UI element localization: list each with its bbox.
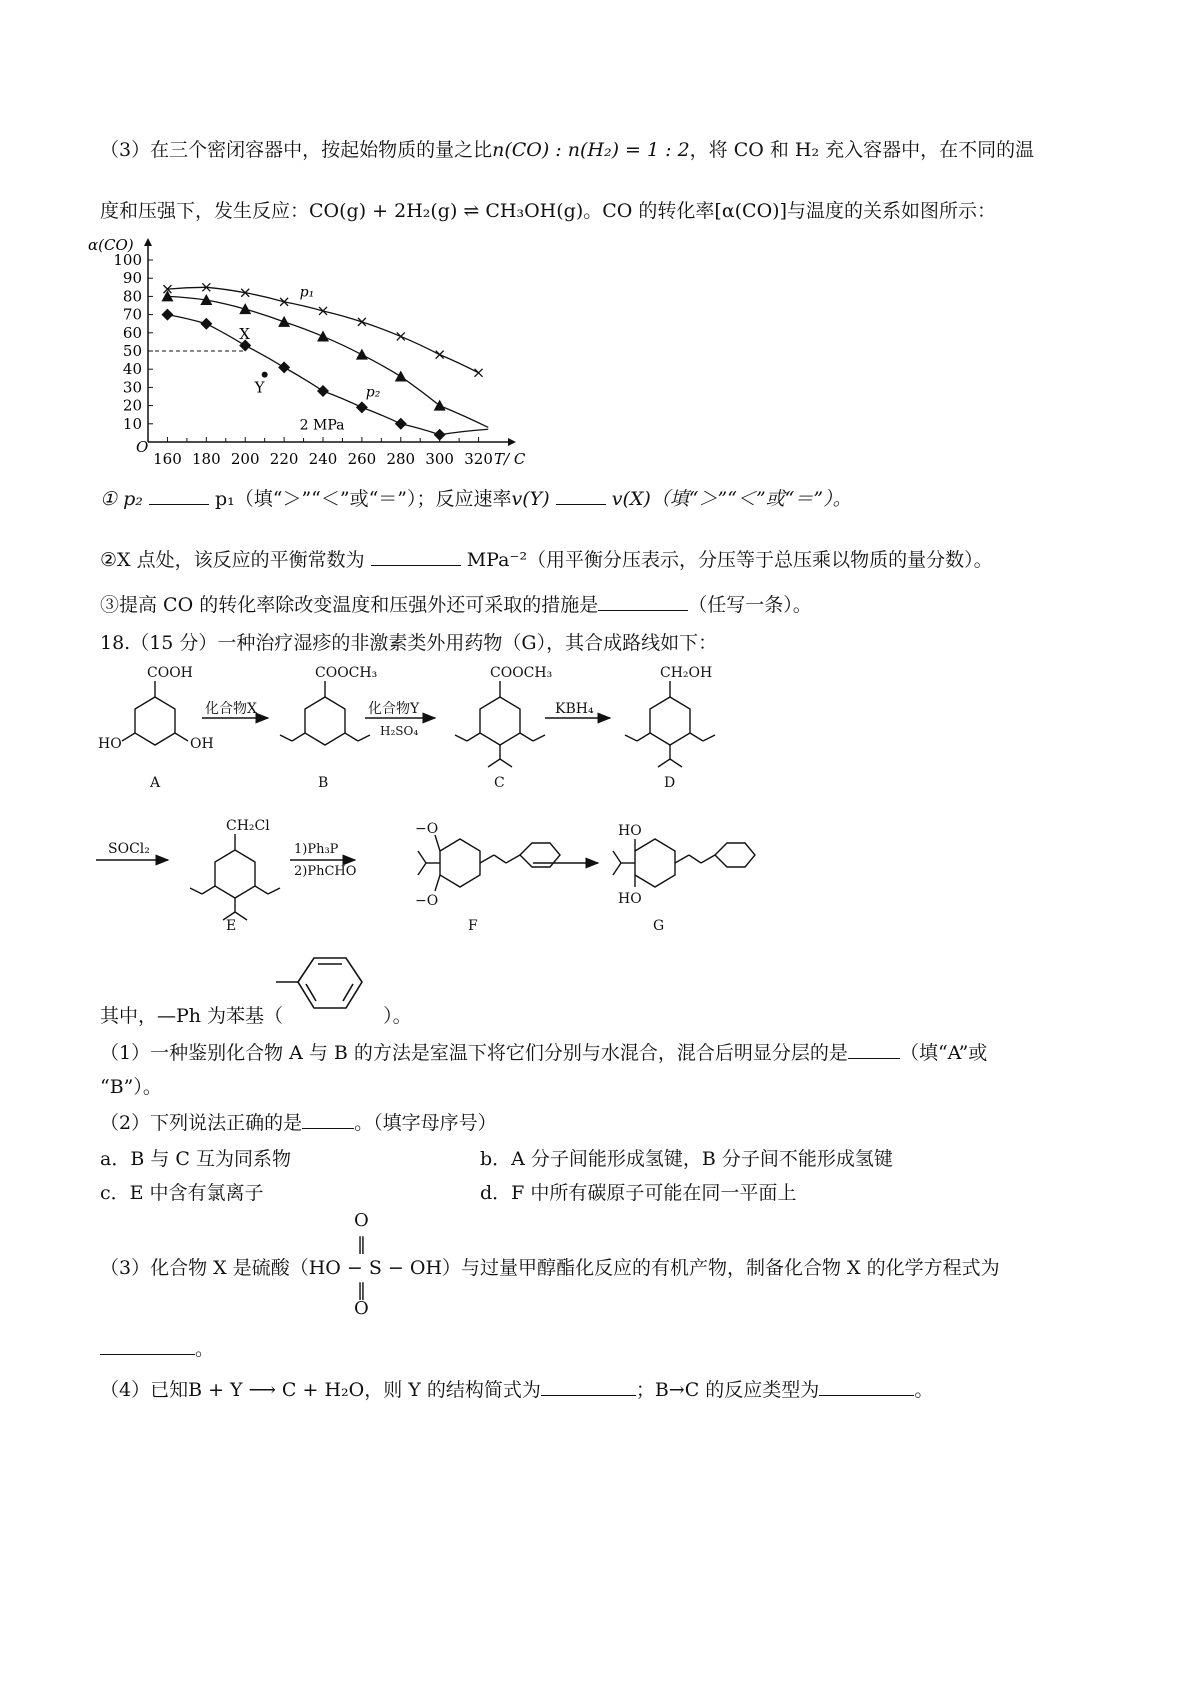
q3-sub1: ① p₂ p₁（填“＞”“＜”或“＝”）；反应速率v(Y) v(X)（填“＞”“＜”或“＝”）。 [100, 488, 852, 510]
x-tick-label: 300 [425, 450, 454, 468]
marker-diamond [200, 318, 212, 330]
point-x-label: X [239, 325, 250, 343]
double-bond-bottom: ‖ [357, 1280, 366, 1301]
q18-p1: （1）一种鉴别化合物 A 与 B 的方法是室温下将它们分别与水混合，混合后明显分层的是 （填“A”或 [100, 1042, 988, 1064]
svg-text:2)PhCHO: 2)PhCHO [294, 864, 357, 879]
marker-diamond [395, 418, 407, 430]
synthesis-route [90, 655, 1110, 955]
svg-text:HO: HO [618, 823, 642, 839]
ring-a [135, 697, 175, 745]
q18-p1-cont: “B”）。 [100, 1076, 162, 1098]
answer-blank-2[interactable] [556, 486, 606, 505]
marker-triangle [161, 290, 173, 301]
marker-triangle [395, 370, 407, 381]
answer-blank-9[interactable] [819, 1377, 914, 1396]
q3-sub3: ③提高 CO 的转化率除改变温度和压强外还可采取的措施是 （任写一条）。 [100, 594, 812, 616]
marker-diamond [356, 401, 368, 413]
label-e: E [226, 918, 237, 934]
marker-triangle [239, 303, 251, 314]
x-tick-label: 160 [153, 450, 182, 468]
option-b[interactable]: b．A 分子间能形成氢键，B 分子间不能形成氢键 [480, 1148, 893, 1170]
series-line-0 [167, 287, 478, 373]
y-tick-label: 70 [122, 305, 142, 324]
svg-text:OH: OH [190, 736, 214, 752]
answer-blank-4[interactable] [598, 592, 688, 611]
point-y-dot [262, 372, 268, 378]
y-tick-label: 20 [122, 396, 142, 415]
svg-text:COOCH₃: COOCH₃ [490, 665, 553, 681]
marker-triangle [278, 316, 290, 327]
answer-blank-5[interactable] [848, 1040, 900, 1059]
label-g: G [653, 918, 665, 934]
y-tick-label: 30 [122, 378, 142, 397]
y-tick-label: 80 [122, 287, 142, 306]
answer-blank-7[interactable] [100, 1336, 195, 1355]
svg-text:KBH₄: KBH₄ [555, 701, 594, 717]
x-tick-label: 280 [386, 450, 416, 468]
ring-f [440, 839, 480, 887]
q3-sub2: ②X 点处，该反应的平衡常数为 MPa⁻²（用平衡分压表示，分压等于总压乘以物质的量分数）。 [100, 549, 993, 571]
q3-line1: （3）在三个密闭容器中，按起始物质的量之比n(CO) : n(H₂) = 1 : 2，将 CO 和 H₂ 充入容器中，在不同的温 [100, 139, 1035, 161]
svg-text:COOCH₃: COOCH₃ [315, 665, 378, 681]
y-axis-arrow [144, 238, 152, 246]
x-axis-arrow [508, 438, 516, 446]
origin-label: O [136, 438, 149, 456]
svg-text:−O: −O [415, 893, 439, 909]
marker-x [397, 332, 405, 340]
svg-text:SOCl₂: SOCl₂ [108, 841, 150, 857]
q18-title: 18.（15 分）一种治疗湿疹的非激素类外用药物（G），其合成路线如下： [100, 632, 718, 654]
marker-x [436, 351, 444, 359]
sulfuric-acid-formula: HO − S − OH [308, 1257, 443, 1279]
marker-diamond [161, 309, 173, 321]
svg-text:HO: HO [618, 891, 642, 907]
ring-g [635, 839, 675, 887]
svg-text:−O: −O [415, 821, 439, 837]
q3-line2: 度和压强下，发生反应：CO(g) + 2H₂(g) ⇌ CH₃OH(g)。CO 的转化率[α(CO)]与温度的关系如图所示： [100, 200, 996, 222]
marker-triangle [317, 330, 329, 341]
marker-x [475, 369, 483, 377]
y-tick-label: 90 [122, 269, 142, 288]
series-label: p₁ [299, 284, 315, 301]
y-tick-label: 100 [113, 251, 142, 269]
answer-blank-6[interactable] [302, 1110, 354, 1129]
svg-text:COOH: COOH [147, 665, 193, 681]
marker-diamond [317, 385, 329, 397]
y-tick-label: 50 [122, 342, 142, 360]
phenyl-icon [266, 950, 376, 1020]
marker-x [358, 318, 366, 326]
mole-ratio: n(CO) : n(H₂) = 1 : 2 [492, 139, 690, 161]
option-d[interactable]: d．F 中所有碳原子可能在同一平面上 [480, 1182, 797, 1204]
ph-note: 其中，—Ph 为苯基（ ）。 [100, 1005, 412, 1027]
answer-blank-1[interactable] [149, 486, 209, 505]
series-label: p₂ [365, 384, 381, 401]
x-tick-label: 260 [347, 450, 377, 468]
ring-c [480, 697, 520, 745]
svg-text:CH₂Cl: CH₂Cl [226, 818, 270, 834]
option-a[interactable]: a．B 与 C 互为同系物 [100, 1148, 291, 1170]
ring-e [215, 850, 255, 898]
label-d: D [664, 775, 676, 791]
marker-diamond [278, 361, 290, 373]
y-tick-label: 60 [122, 323, 142, 342]
sulfuric-o-top: O [354, 1210, 369, 1231]
sulfuric-o-bottom: O [354, 1298, 369, 1319]
svg-text:1)Ph₃P: 1)Ph₃P [294, 842, 339, 857]
ring-g-phenyl [715, 843, 755, 867]
svg-text:HO: HO [98, 736, 122, 752]
marker-diamond [434, 429, 446, 441]
q18-p3: （3）化合物 X 是硫酸（HO − S − OH）与过量甲醇酯化反应的有机产物，制备化合物 X 的化学方程式为 [100, 1257, 1000, 1279]
x-tick-label: 240 [308, 450, 338, 468]
point-y-label: Y [254, 378, 265, 397]
y-axis-label: α(CO) [88, 236, 134, 254]
label-b: B [318, 775, 329, 791]
y-tick-label: 40 [122, 360, 142, 379]
x-tick-label: 220 [269, 450, 299, 468]
q18-p3-answer: 。 [100, 1336, 214, 1362]
marker-triangle [434, 400, 446, 411]
q18-p4: （4）已知B + Y ⟶ C + H₂O，则 Y 的结构简式为 ；B→C 的反应类型为 。 [100, 1379, 934, 1401]
option-c[interactable]: c．E 中含有氯离子 [100, 1182, 264, 1204]
x-tick-label: 320 [464, 450, 493, 468]
svg-text:H₂SO₄: H₂SO₄ [380, 724, 419, 738]
x-axis-label: T/ C [494, 450, 526, 468]
label-f: F [468, 918, 478, 934]
reaction-b-y: B + Y ⟶ C + H₂O [188, 1379, 365, 1401]
x-tick-label: 180 [192, 450, 221, 468]
y-tick-label: 10 [122, 414, 142, 433]
q18-p2: （2）下列说法正确的是 。（填字母序号） [100, 1112, 497, 1134]
answer-blank-3[interactable] [371, 547, 461, 566]
x-tick-label: 200 [230, 450, 260, 468]
label-a: A [150, 775, 161, 791]
svg-text:CH₂OH: CH₂OH [660, 665, 713, 681]
series-label: 2 MPa [299, 417, 345, 434]
double-bond-top: ‖ [357, 1234, 366, 1255]
svg-text:化合物Y: 化合物Y [368, 701, 420, 717]
conversion-chart [86, 230, 546, 470]
reaction-equation: CO(g) + 2H₂(g) ⇌ CH₃OH(g) [309, 200, 584, 222]
answer-blank-8[interactable] [541, 1377, 636, 1396]
ring-d [650, 697, 690, 745]
label-c: C [494, 775, 505, 791]
svg-text:化合物X: 化合物X [205, 701, 257, 717]
ring-b [305, 697, 345, 745]
marker-triangle [356, 349, 368, 360]
